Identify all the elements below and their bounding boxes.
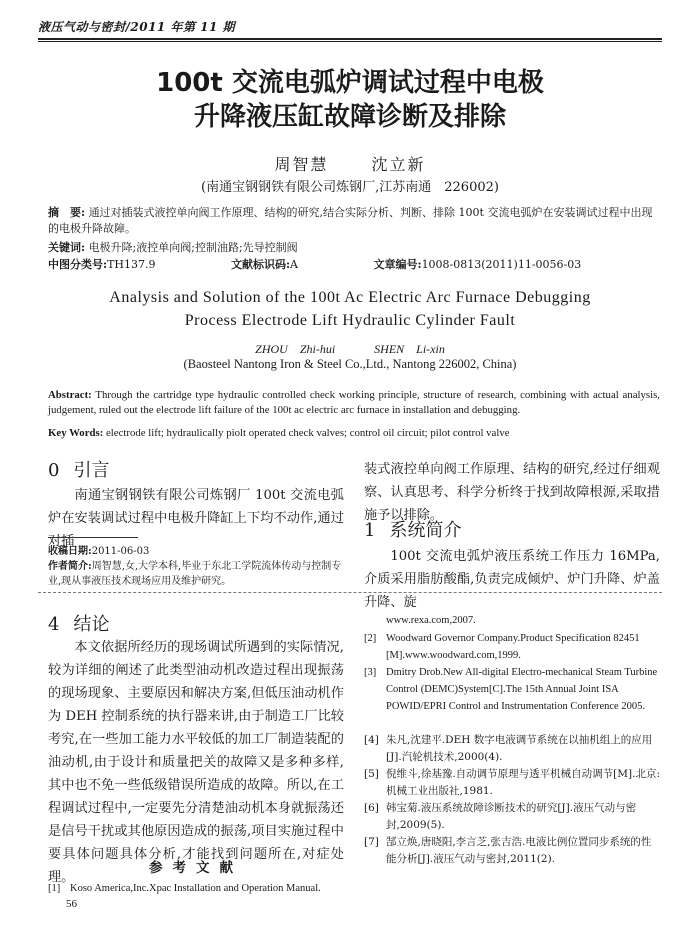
affiliation-en: (Baosteel Nantong Iron & Steel Co.,Ltd., Nantong 226002, China)	[183, 357, 517, 371]
reference-item: [7] 郜立焕,唐晓阳,李言芝,张吉浩.电液比例位置同步系统的性能分析[J].液压气动与密封,2011(2).	[364, 836, 652, 865]
header-rule-thin	[38, 41, 662, 42]
abstract-en-text: Through the cartridge type hydraulic controlled check working principle, structure of research, combining with actual analysis, judgement, ruled out the electrode lift failure of the 100t ac electric arc furnace in installation and debugging.	[48, 389, 660, 416]
reference-item: [1] Koso America,Inc.Xpac Installation and Operation Manual.	[48, 883, 321, 894]
author-1: 周智慧	[274, 155, 329, 174]
authors-cn	[40, 152, 660, 175]
keywords-en-label: Key Words:	[48, 427, 104, 439]
footnote-rule	[48, 537, 138, 538]
section-4-text: 本文依据所经历的现场调试所遇到的实际情况,较为详细的阐述了此类型油动机改造过程出现振荡的现场现象、主要原因和解决方案,但低压油动机作为 DEH 控制系统的执行器来讲,由于制造工厂比较考究,在一些加工能力水平较低的加工厂制造装配的油动机,由于设计和质量把关的故障又是多种多样,其中也不免一些低级错误所造成的故障。所以,在工程调试过程中,一定要先分清楚油动机本身就振荡还是信号干扰或其他原因造成的振荡,项目实施过程中要具体问题具体分析,才能找到问题所在,对症处理。	[48, 640, 344, 885]
abstract-en	[48, 388, 660, 418]
document-code: 文献标识码:A	[230, 258, 298, 271]
author-en-2: SHEN Li-xin	[374, 342, 445, 356]
section-title: 结论	[73, 614, 110, 635]
section-title: 引言	[73, 460, 110, 481]
title-line-2: 升降液压缸故障诊断及排除	[193, 102, 506, 132]
section-1-text: 100t 交流电弧炉液压系统工作压力 16MPa, 介质采用脂肪酸酯,负责完成倾炉、炉门升降、炉盖升降、旋	[364, 549, 660, 610]
reference-item: [5] 倪维斗,徐基豫.自动调节原理与透平机械自动调节[M].北京:机械工业出版社,1981.	[364, 768, 660, 797]
classification-line	[48, 257, 660, 273]
running-header: 液压气动与密封/2011 年第 11 期	[38, 20, 236, 34]
header-rule	[38, 38, 662, 40]
section-number: 1	[364, 520, 376, 541]
title-en-line-2: Process Electrode Lift Hydraulic Cylinder Fault	[184, 312, 516, 329]
cut-separator	[38, 592, 662, 593]
section-0-heading	[48, 456, 109, 482]
title-en-line-1: Analysis and Solution of the 100t Ac Electric Arc Furnace Debugging	[109, 289, 591, 306]
abstract-cn	[48, 205, 660, 237]
paper-title-en	[40, 286, 660, 332]
reference-item: [3] Dmitry Drob.New All-digital Electro-mechanical Steam Turbine Control (DEMC)System[C].The 15th Annual Joint ISA POWID/EPRI Control and Instrumentation Conference 2005.	[364, 667, 658, 712]
intro-continued-text: 装式液控单向阀工作原理、结构的研究,经过仔细观察、认真思考、科学分析终于找到故障根源,采取措施予以排除。	[364, 462, 660, 523]
page-number: 56	[66, 898, 77, 910]
article-number: 文章编号:1008-0813(2011)11-0056-03	[373, 258, 582, 271]
references-heading: 参考文献	[149, 860, 243, 876]
reference-item: [4] 朱凡,沈建平.DEH 数字电液调节系统在以抽机组上的应用[J].汽轮机技术,2000(4).	[364, 734, 653, 763]
keywords-cn	[48, 240, 660, 256]
author-2: 沈立新	[371, 155, 426, 174]
reference-item-continued: www.rexa.com,2007.	[386, 615, 476, 626]
abstract-cn-label: 摘 要:	[48, 206, 86, 219]
footnote	[48, 544, 344, 589]
reference-item: [2] Woodward Governor Company.Product Specification 82451 [M].www.woodward.com,1999.	[364, 633, 640, 661]
affiliation-cn: (南通宝钢钢铁有限公司炼钢厂,江苏南通 226002)	[201, 180, 499, 195]
section-0-text: 南通宝钢钢铁有限公司炼钢厂 100t 交流电弧炉在安装调试过程中电极升降缸上下均不动作,通过对插	[48, 488, 344, 549]
paper-title-cn	[40, 66, 660, 134]
section-1-heading	[364, 516, 461, 542]
section-number: 0	[48, 460, 60, 481]
keywords-cn-text: 电极升降;液控单向阀;控制油路;先导控制阀	[88, 241, 298, 254]
clc-number: 中图分类号:TH137.9	[48, 258, 156, 271]
authors-en	[40, 340, 660, 357]
section-title: 系统简介	[389, 520, 462, 541]
abstract-cn-text: 通过对插装式液控单向阀工作原理、结构的研究,结合实际分析、判断、排除 100t 交流电弧炉在安装调试过程中出现的电极升降故障。	[48, 206, 653, 235]
keywords-en-text: electrode lift; hydraulically piolt operated check valves; control oil circuit; pilot control valve	[106, 427, 510, 439]
reference-item: [6] 韩宝菊.液压系统故障诊断技术的研究[J].液压气动与密封,2009(5).	[364, 802, 637, 831]
keywords-en	[48, 426, 660, 441]
author-en-1: ZHOU Zhi-hui	[255, 342, 336, 356]
title-line-1: 100t 交流电弧炉调试过程中电极	[156, 68, 544, 98]
keywords-cn-label: 关键词:	[48, 241, 86, 254]
author-bio: 作者简介:周智慧,女,大学本科,毕业于东北工学院流体传动与控制专业,现从事液压技术现场应用及维护研究。	[48, 561, 342, 587]
section-number: 4	[48, 614, 60, 635]
section-4-heading	[48, 610, 109, 636]
received-date: 收稿日期:2011-06-03	[48, 546, 150, 557]
abstract-en-label: Abstract:	[48, 389, 92, 401]
